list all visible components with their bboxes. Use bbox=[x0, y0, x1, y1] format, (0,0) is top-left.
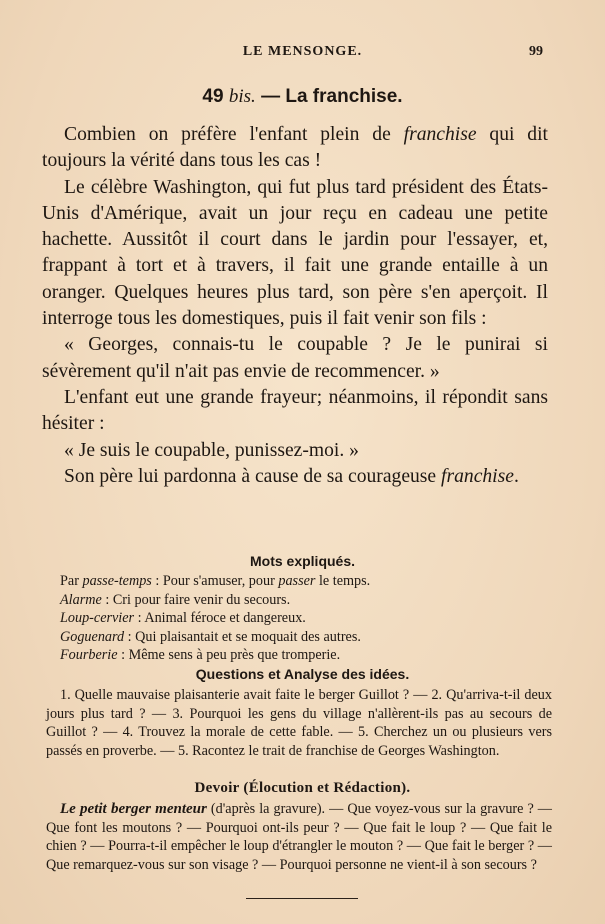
glossary-entry bbox=[60, 646, 550, 665]
glossary-colon: : bbox=[124, 628, 132, 645]
paragraph-1-text-b: qui dit toujours la vérité dans tous les cas ! bbox=[42, 124, 548, 172]
paragraph-6-text-b: . bbox=[513, 465, 519, 487]
paragraph-2: Le célèbre Washington, qui fut plus tard président des États-Unis d'Amérique, avait un jour reçu en cadeau une petite hachette. Aussitôt il court dans le jardin pour l'essayer, et, frappant à tort et à travers, il fait une grande entaille à un oranger. Quelques heures plus tard, son père s'en aperçoit. Il interroge tous les domestiques, puis il fait venir son fils : bbox=[42, 176, 548, 330]
glossary-definition: Animal féroce et dangereux. bbox=[141, 610, 306, 627]
lesson-title-text: La franchise. bbox=[285, 86, 403, 107]
lesson-number: 49 bbox=[202, 86, 224, 107]
glossary-definition: Cri pour faire venir du secours. bbox=[109, 591, 291, 608]
glossary-term: Goguenard bbox=[60, 628, 125, 645]
paragraph-5: « Je suis le coupable, punissez-moi. » bbox=[64, 439, 359, 461]
glossary bbox=[60, 572, 550, 665]
glossary-definition: Qui plaisantait et se moquait des autres. bbox=[131, 628, 361, 645]
running-head bbox=[0, 44, 605, 64]
glossary-definition-end: le temps. bbox=[315, 573, 371, 589]
glossary-entry bbox=[60, 591, 550, 610]
glossary-colon: : bbox=[151, 573, 160, 589]
page-number: 99 bbox=[529, 44, 543, 59]
lesson-dash: — bbox=[261, 86, 281, 107]
glossary-entry bbox=[60, 628, 550, 647]
glossary-colon: : bbox=[101, 591, 110, 608]
glossary-term-prefix: Par bbox=[60, 573, 83, 589]
running-title: LE MENSONGE. bbox=[242, 44, 363, 59]
glossary-term: Loup-cervier bbox=[60, 610, 135, 627]
glossary-entry bbox=[60, 609, 550, 628]
glossary-term: passe-temps bbox=[82, 573, 152, 589]
devoir-lead: Le petit berger menteur bbox=[60, 801, 207, 817]
paragraph-1-text-a: Combien on préfère l'enfant plein de bbox=[64, 124, 404, 145]
questions-block bbox=[46, 686, 552, 760]
paragraph-6-text-a: Son père lui pardonna à cause de sa courageuse bbox=[64, 465, 442, 487]
glossary-term: Fourberie bbox=[60, 647, 118, 664]
glossary-term: Alarme bbox=[60, 591, 102, 608]
devoir-block bbox=[46, 800, 552, 874]
paragraph-6 bbox=[42, 464, 548, 490]
lesson-title bbox=[0, 86, 605, 108]
lesson-bis: bis. bbox=[228, 86, 256, 107]
closing-rule bbox=[246, 898, 358, 899]
glossary-entry bbox=[60, 572, 550, 591]
paragraph-6-emphasis: franchise bbox=[441, 465, 514, 487]
glossary-definition: Pour s'amuser, pour bbox=[159, 573, 279, 589]
glossary-definition-emphasis: passer bbox=[278, 573, 316, 589]
devoir-heading: Devoir (Élocution et Rédaction). bbox=[194, 780, 411, 796]
lesson-body bbox=[42, 122, 548, 490]
glossary-definition: Même sens à peu près que tromperie. bbox=[125, 647, 341, 664]
questions-heading: Questions et Analyse des idées. bbox=[195, 666, 410, 682]
paragraph-1-emphasis: franchise bbox=[403, 124, 477, 145]
paragraph-3: « Georges, connais-tu le coupable ? Je le punirai si sévèrement qu'il n'ait pas envie de recommencer. » bbox=[42, 334, 548, 382]
paragraph-4: L'enfant eut une grande frayeur; néanmoins, il répondit sans hésiter : bbox=[42, 386, 548, 435]
devoir-paragraph bbox=[46, 800, 552, 874]
glossary-colon: : bbox=[117, 647, 126, 664]
paragraph-1 bbox=[42, 122, 548, 175]
mots-expliques-heading: Mots expliqués. bbox=[249, 553, 356, 569]
questions-text: 1. Quelle mauvaise plaisanterie avait faite le berger Guillot ? — 2. Qu'arriva-t-il deux jours plus tard ? — 3. Pourquoi les gens du village n'allèrent-ils pas au secours de Guillot ? — 4. Trouvez la morale de cette fable. — 5. Cherchez un ou plusieurs vers passés en proverbe. — 5. Racontez le trait de franchise de Georges Washington. bbox=[46, 687, 552, 759]
glossary-colon: : bbox=[134, 610, 142, 627]
devoir-text: (d'après la gravure). — Que voyez-vous sur la gravure ? — Que font les moutons ? — Pourquoi ont-ils peur ? — Que fait le loup ? — Que fait le chien ? — Pourra-t-il empêcher le loup d'étrangler le mouton ? — Que fait le berger ? — Que remarquez-vous sur son visage ? — Pourquoi personne ne vient-il à son secours ? bbox=[46, 801, 552, 873]
